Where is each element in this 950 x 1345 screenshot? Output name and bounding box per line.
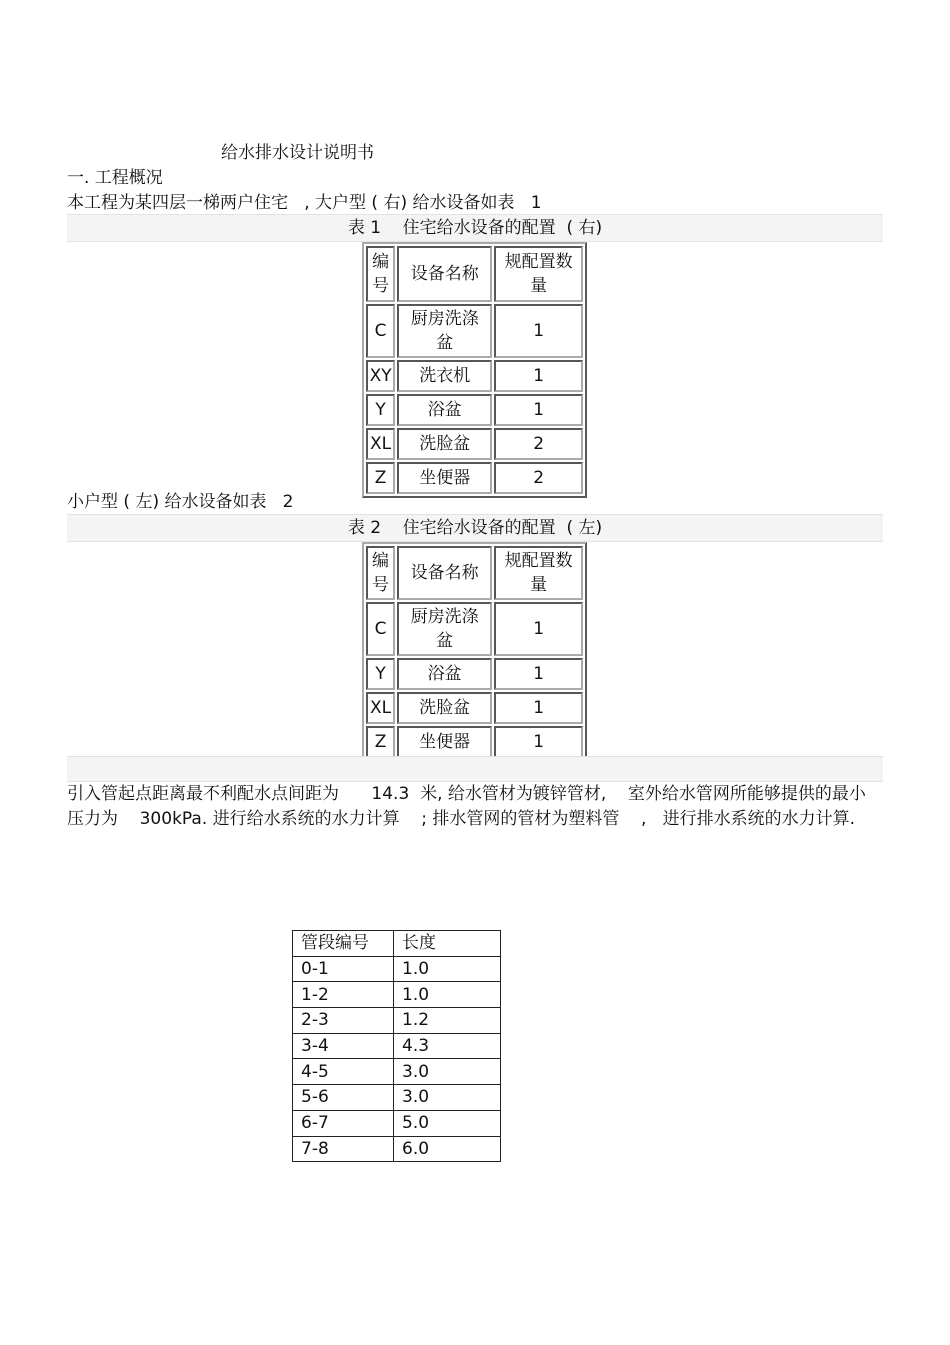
table2-caption-band [67, 514, 883, 542]
cell-code: C [366, 602, 395, 656]
header-qty: 规配置数量 [494, 546, 583, 600]
cell-segment-id: 7-8 [293, 1136, 394, 1162]
cell-code: XY [366, 360, 395, 392]
table-row [366, 428, 583, 460]
table-row [366, 462, 583, 494]
cell-length: 3.0 [394, 1059, 501, 1085]
cell-qty: 1 [494, 726, 583, 758]
cell-code: Z [366, 462, 395, 494]
table2-caption: 表 2 住宅给水设备的配置 ( 左) [347, 518, 603, 538]
table-header-row [293, 931, 501, 957]
cell-segment-id: 5-6 [293, 1085, 394, 1111]
cell-name: 浴盆 [397, 658, 492, 690]
table-row [293, 982, 501, 1008]
cell-name: 洗脸盆 [397, 692, 492, 724]
cell-code: Z [366, 726, 395, 758]
cell-code: Y [366, 394, 395, 426]
cell-length: 3.0 [394, 1085, 501, 1111]
table-row [293, 956, 501, 982]
header-name: 设备名称 [397, 246, 492, 302]
table1-caption-band [67, 214, 883, 242]
table-row [366, 602, 583, 656]
cell-length: 5.0 [394, 1110, 501, 1136]
design-paragraph: 引入管起点距离最不利配水点间距为 14.3 米, 给水管材为镀锌管材, 室外给水管网所能够提供的最小压力为 300kPa. 进行给水系统的水力计算 ; 排水管网的管材为塑料管 , 进行排水系统的水力计算. [67, 784, 866, 829]
doc-title: 给水排水设计说明书 [221, 143, 374, 163]
cell-segment-id: 6-7 [293, 1110, 394, 1136]
cell-name: 洗脸盆 [397, 428, 492, 460]
cell-segment-id: 1-2 [293, 982, 394, 1008]
cell-length: 6.0 [394, 1136, 501, 1162]
cell-length: 1.0 [394, 956, 501, 982]
header-code: 编号 [366, 246, 395, 302]
cell-name: 浴盆 [397, 394, 492, 426]
cell-name: 厨房洗涤盆 [397, 304, 492, 358]
cell-code: C [366, 304, 395, 358]
table-row [293, 1085, 501, 1111]
cell-qty: 1 [494, 360, 583, 392]
table-row [366, 726, 583, 758]
header-name: 设备名称 [397, 546, 492, 600]
table-row [293, 1110, 501, 1136]
header-length: 长度 [394, 931, 501, 957]
cell-segment-id: 3-4 [293, 1033, 394, 1059]
cell-qty: 2 [494, 462, 583, 494]
cell-segment-id: 4-5 [293, 1059, 394, 1085]
table-row [366, 360, 583, 392]
cell-length: 1.2 [394, 1008, 501, 1034]
cell-qty: 1 [494, 658, 583, 690]
table-row [366, 658, 583, 690]
cell-code: XL [366, 692, 395, 724]
equipment-table-large [362, 242, 587, 498]
cell-length: 4.3 [394, 1033, 501, 1059]
header-code: 编号 [366, 546, 395, 600]
table-row [366, 304, 583, 358]
cell-code: XL [366, 428, 395, 460]
header-segment-id: 管段编号 [293, 931, 394, 957]
section-heading: 一. 工程概况 [67, 168, 163, 188]
cell-qty: 2 [494, 428, 583, 460]
cell-code: Y [366, 658, 395, 690]
table-row [293, 1033, 501, 1059]
cell-segment-id: 0-1 [293, 956, 394, 982]
table-header-row [366, 246, 583, 302]
table-row [366, 394, 583, 426]
table-row [366, 692, 583, 724]
cell-name: 厨房洗涤盆 [397, 602, 492, 656]
cell-qty: 1 [494, 602, 583, 656]
cell-qty: 1 [494, 692, 583, 724]
table-row [293, 1059, 501, 1085]
equipment-table-small [362, 542, 587, 762]
table-row [293, 1136, 501, 1162]
cell-qty: 1 [494, 304, 583, 358]
table-row [293, 1008, 501, 1034]
intro-line-2: 小户型 ( 左) 给水设备如表 2 [67, 492, 294, 512]
table1-caption: 表 1 住宅给水设备的配置 ( 右) [347, 218, 603, 238]
cell-name: 坐便器 [397, 726, 492, 758]
header-qty: 规配置数量 [494, 246, 583, 302]
cell-name: 洗衣机 [397, 360, 492, 392]
empty-band [67, 756, 883, 782]
intro-line-1: 本工程为某四层一梯两户住宅 , 大户型 ( 右) 给水设备如表 1 [67, 193, 542, 213]
cell-segment-id: 2-3 [293, 1008, 394, 1034]
cell-name: 坐便器 [397, 462, 492, 494]
table-header-row [366, 546, 583, 600]
cell-qty: 1 [494, 394, 583, 426]
cell-length: 1.0 [394, 982, 501, 1008]
pipe-segment-table [292, 930, 501, 1162]
